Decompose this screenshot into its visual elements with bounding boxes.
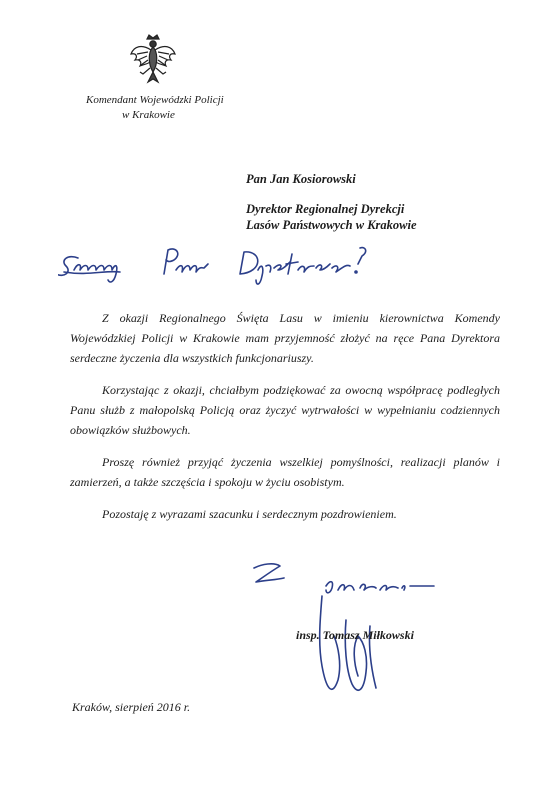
addressee-title-line-1: Dyrektor Regionalnej Dyrekcji (246, 202, 405, 216)
addressee-name: Pan Jan Kosiorowski (246, 172, 356, 186)
sender-block (86, 93, 224, 123)
addressee-block (246, 172, 417, 233)
polish-eagle-emblem (128, 34, 178, 90)
body-paragraph-4: Pozostaję z wyrazami szacunku i serdecznym pozdrowieniem. (102, 507, 397, 521)
letter-body (70, 308, 500, 536)
sender-line-2: w Krakowie (122, 109, 175, 121)
addressee-title-line-2: Lasów Państwowych w Krakowie (246, 218, 417, 232)
body-paragraph-3: Proszę również przyjąć życzenia wszelkiej pomyślności, realizacji planów i zamierzeń, a także szczęścia i spokoju w życiu osobistym. (70, 455, 500, 489)
signatory-name: insp. Tomasz Miłkowski (296, 628, 414, 642)
body-paragraph-1: Z okazji Regionalnego Święta Lasu w imieniu kierownictwa Komendy Wojewódzkiej Policji w Krakowie mam przyjemność złożyć na ręce Pana Dyrektora serdeczne życzenia dla wszystkich funkcjonariuszy. (70, 311, 500, 365)
sender-line-1: Komendant Wojewódzki Policji (86, 94, 224, 106)
handwritten-salutation (58, 244, 398, 288)
place-date: Kraków, sierpień 2016 r. (72, 700, 191, 714)
body-paragraph-2: Korzystając z okazji, chciałbym podziękować za owocną współpracę podległych Panu służb z małopolską Policją oraz życzyć wytrwałości w wypełnianiu codziennych obowiązków służbowych. (70, 383, 500, 437)
